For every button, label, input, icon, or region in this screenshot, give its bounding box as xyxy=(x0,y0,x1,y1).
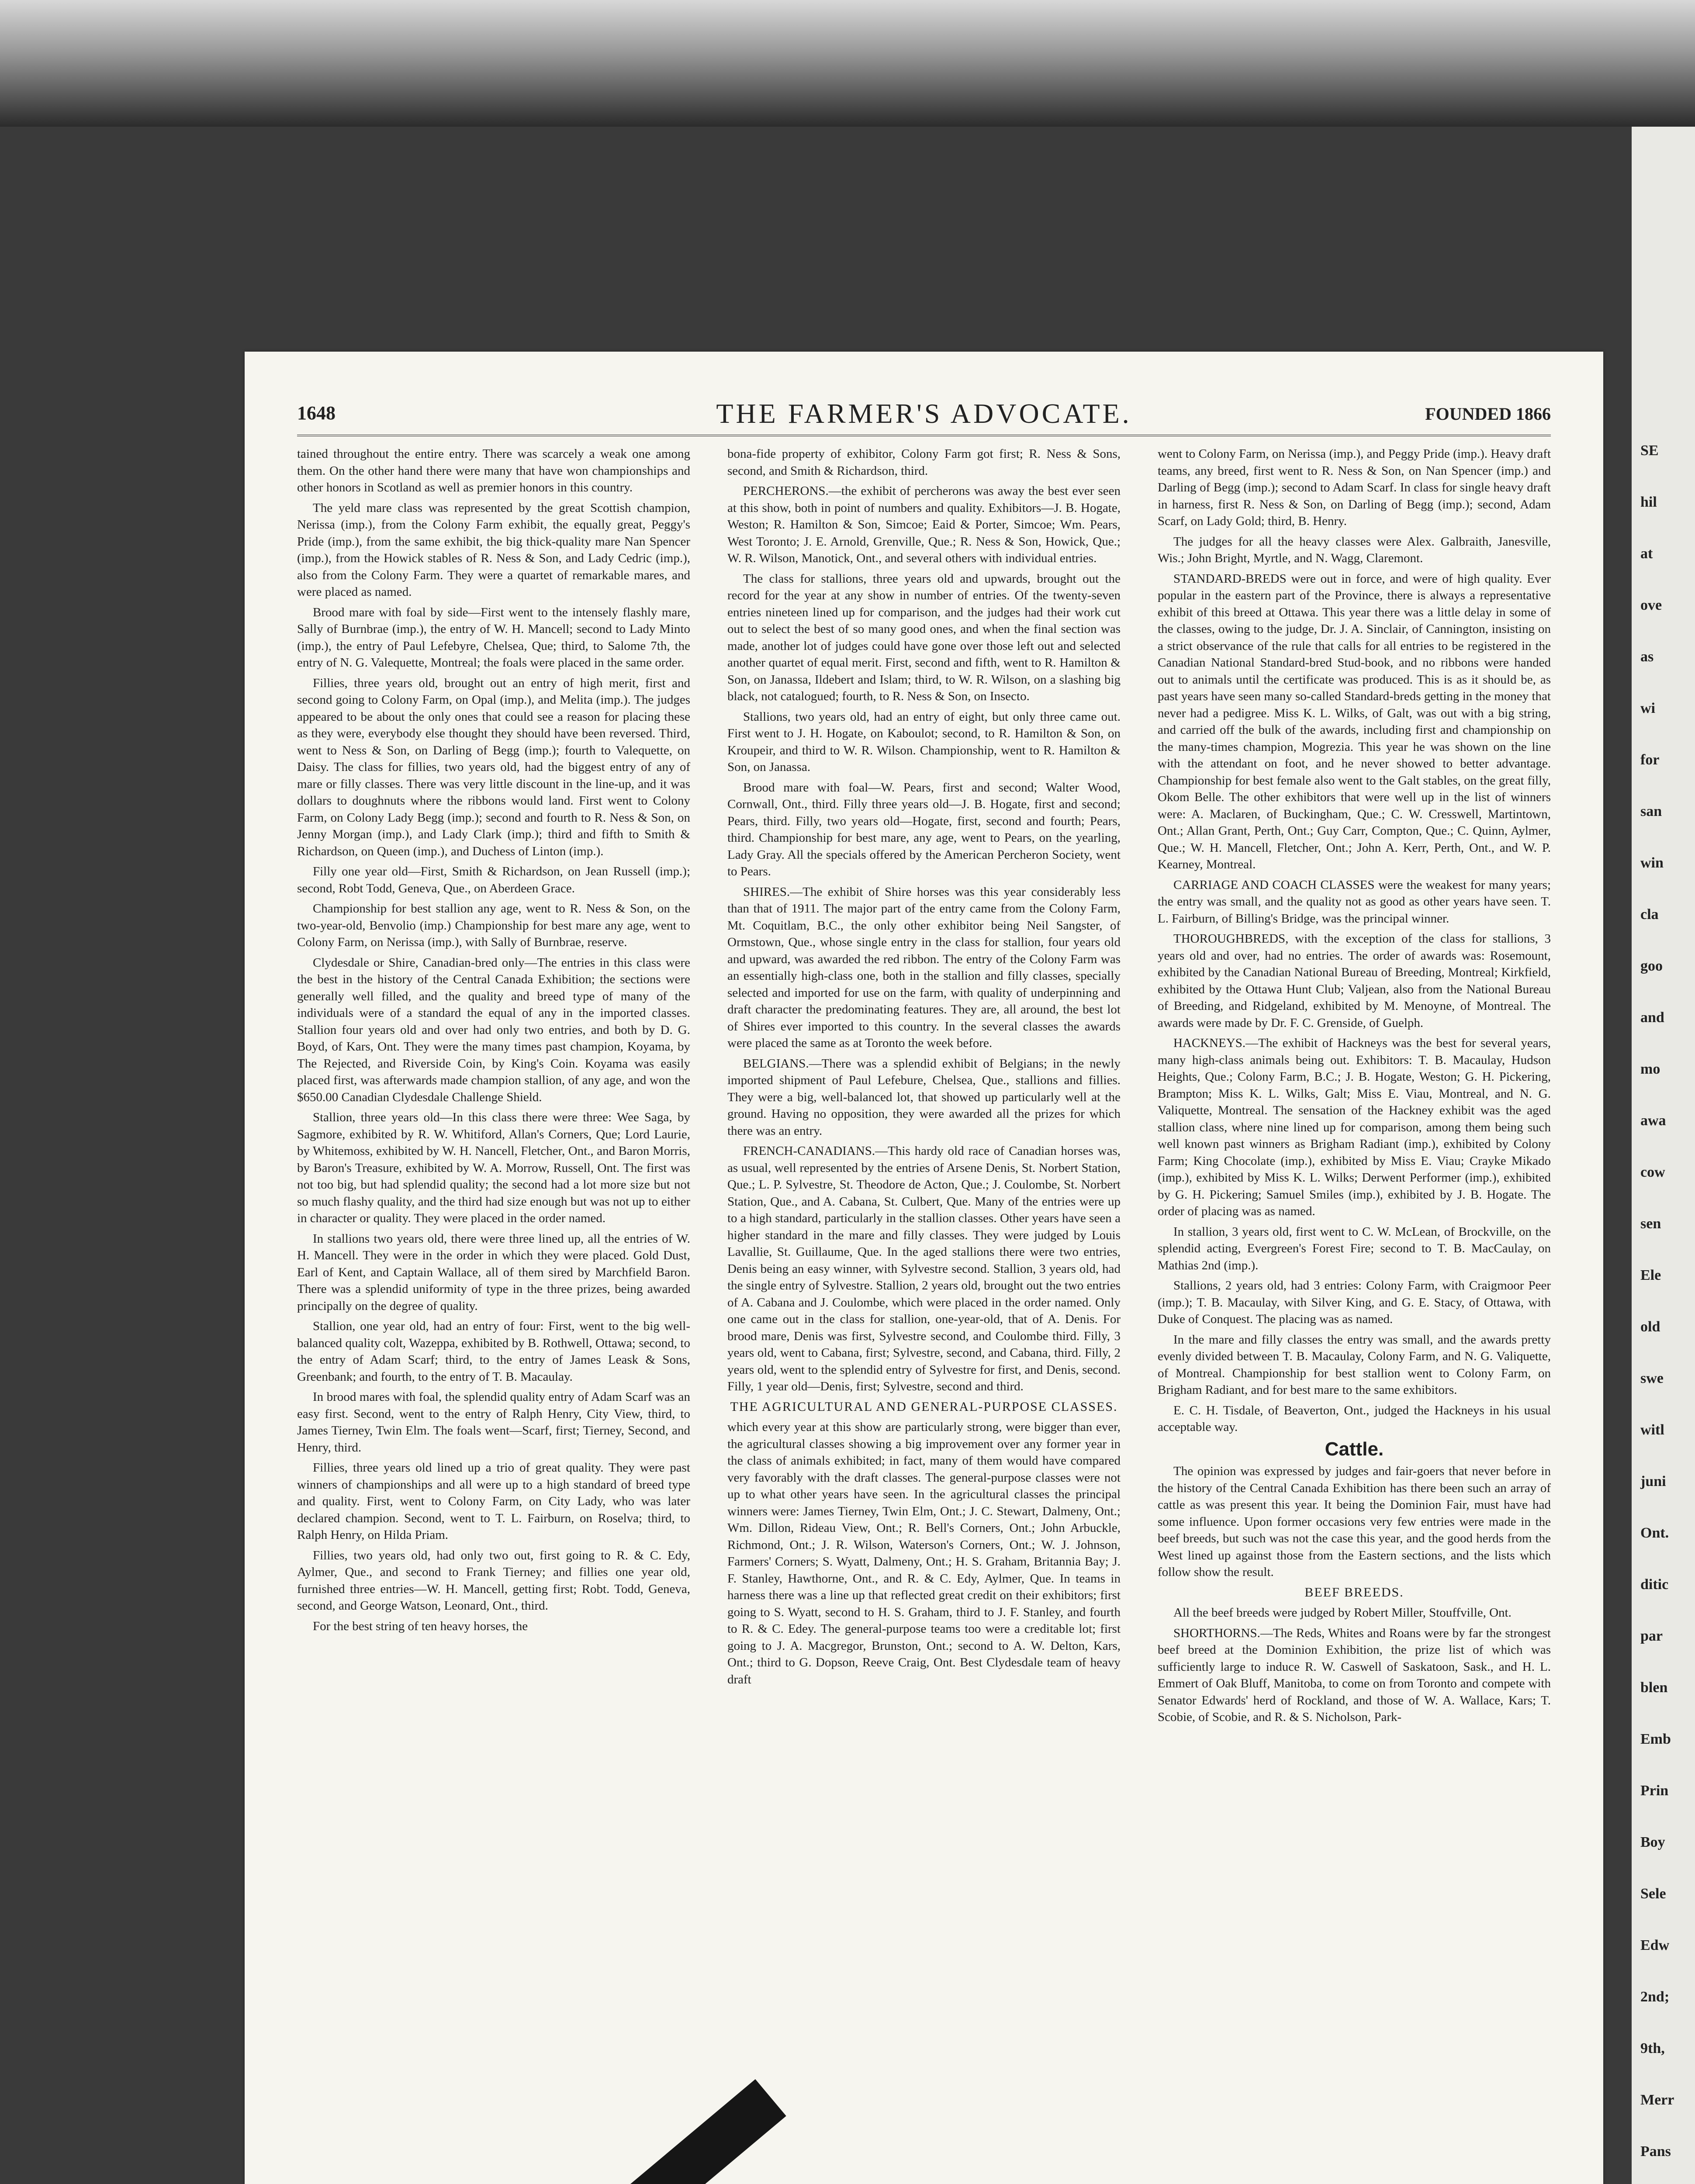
article-paragraph: The class for stallions, three years old and upwards, brought out the record for the year at any show in number of entries. Of the twenty-seven entries nineteen lined up for comparison, and the judges had their work cut out to select the best of so many good ones, and when the final section was made, another lot of judges could have gone over those left out and selected another quartet of equal merit. First, second and fifth, went to R. Hamilton & Son, on Janassa, Ildebert and Islam; third, to W. R. Wilson, on a slashing big black, not catalogued; fourth, to R. Ness & Son, on Insecto. xyxy=(727,571,1121,703)
article-paragraph: Fillies, two years old, had only two out, first going to R. & C. Edy, Aylmer, Que., and second to Frank Tierney; and fillies one year old, furnished three entries—W. H. Mancell, getting first; Robt. Todd, Geneva, second, and George Watson, Leonard, Ont., third. xyxy=(297,1548,690,1613)
adjacent-page-fragment: swe xyxy=(1640,1370,1664,1386)
adjacent-page-fragment: old xyxy=(1640,1319,1660,1335)
article-paragraph: BELGIANS.—There was a splendid exhibit of Belgians; in the newly imported shipment of Paul Lefebure, Chelsea, Que., stallions and fillies. They were a big, well-balanced lot, that showed up particularly well at the ground. Having no opposition, they were awarded all the prizes for which there was an entry. xyxy=(727,1056,1121,1138)
newspaper-page xyxy=(245,352,1603,2184)
adjacent-page-fragment: Boy xyxy=(1640,1834,1665,1850)
article-paragraph: Championship for best stallion any age, went to R. Ness & Son, on the two-year-old, Benvolio (imp.) Championship for best mare any age, went to Colony Farm, on Nerissa (imp.), with Sally of Burnbrae, reserve. xyxy=(297,902,690,949)
article-paragraph: E. C. H. Tisdale, of Beaverton, Ont., judged the Hackneys in his usual acceptable way. xyxy=(1158,1403,1551,1434)
adjacent-page-fragment: goo xyxy=(1640,958,1663,974)
article-paragraph: Stallion, three years old—In this class there were three: Wee Saga, by Sagmore, exhibited by R. W. Whitiford, Allan's Corners, Que; Lord Laurie, by Whitemoss, exhibited by W. H. Nancell, Fletcher, Ont., and Baron Morris, by Baron's Treasure, exhibited by W. A. Morrow, Russell, Ont. The first was not too big, but had splendid quality; the second had a lot more size but not so much flashy quality, and the third had size enough but was not up to either in character or quality. They were placed in the order named. xyxy=(297,1110,690,1225)
article-paragraph: FRENCH-CANADIANS.—This hardy old race of Canadian horses was, as usual, well represented by the entries of Arsene Denis, St. Norbert Station, Que.; L. P. Sylvestre, St. Theodore de Acton, Que.; J. Coulombe, St. Norbert Station, Que., and A. Cabana, St. Culbert, Que. Many of the entries were up to a high standard, particularly in the stallion classes. Other years have seen a higher standard in the mare and filly classes. They were judged by Louis Lavallie, St. Guillaume, Que. In the aged stallions there were two entries, Denis being an easy winner, with Sylvestre second. Stallion, 3 years old, had the single entry of Sylvestre. Stallion, 2 years old, brought out the two entries of A. Cabana and J. Coulombe, which were placed in the order named. Only one came out in the class for stallion, one-year-old, that of A. Denis. For brood mare, Denis was first, Sylvestre second, and Coulombe third. Filly, 3 years old, went to Cabana, first; Sylvestre, second, and Cabana, third. Filly, 2 years old, went to the splendid entry of Sylvestre for first, and Denis, second. Filly, 1 year old—Denis, first; Sylvestre, second and third. xyxy=(727,1144,1121,1393)
article-column-3 xyxy=(1158,446,1551,2184)
article-paragraph: which every year at this show are particularly strong, were bigger than ever, the agricultural classes showing a big improvement over any former year in the class of animals exhibited; in fact, many of them would have compared very favorably with the draft classes. The general-purpose classes were not up to what other years have seen. In the agricultural classes the principal winners were: James Tierney, Twin Elm, Ont.; J. C. Stewart, Dalmeny, Ont.; Wm. Dillon, Rideau View, Ont.; R. Bell's Corners, Ont.; John Arbuckle, Richmond, Ont.; J. R. Wilson, Waterson's Corners, Ont.; W. J. Johnson, Farmers' Corners; S. Wyatt, Dalmeny, Ont.; H. S. Graham, Britannia Bay; J. F. Stanley, Hawthorne, Ont., and R. & C. Edy, Aylmer, Que. In teams in harness there was a line up that reflected great credit on their exhibitors; first going to S. Wyatt, second to H. S. Graham, third to J. F. Stanley, and fourth to R. & C. Edey. The general-purpose teams too were a creditable lot; first going to J. A. Macgregor, Brunston, Ont.; second to A. W. Delton, Kars, Ont.; third to G. Dopson, Reeve Craig, Ont. Best Clydesdale team of heavy draft xyxy=(727,1420,1121,1686)
article-paragraph: tained throughout the entire entry. There was scarcely a weak one among them. On the other hand there were many that have won championships and other honors in Scotland as well as premier honors in this country. xyxy=(297,447,690,494)
adjacent-page-fragment: Ele xyxy=(1640,1267,1661,1283)
article-paragraph: Clydesdale or Shire, Canadian-bred only—The entries in this class were the best in the history of the Central Canada Exhibition; the sections were generally well filled, and the quality and breed type of many of the individuals were of a standard the equal of any in the imported classes. Stallion four years old and over had only two entries, and both by D. G. Boyd, of Kars, Ont. They were the many times past champion, Koyama, by The Rejected, and Riverside Coin, by King's Coin. Koyama was easily placed first, was afterwards made champion stallion, of any age, and won the $650.00 Canadian Clydesdale Challenge Shield. xyxy=(297,955,690,1104)
adjacent-page-fragment: Emb xyxy=(1640,1731,1671,1747)
adjacent-page-fragment: Edw xyxy=(1640,1937,1670,1953)
adjacent-page-fragment: at xyxy=(1640,546,1653,562)
article-paragraph: In the mare and filly classes the entry was small, and the awards pretty evenly divided between T. B. Macaulay, Colony Farm, and N. G. Valiquette, of Montreal. Championship for best stallion went to Colony Farm, on Brigham Radiant, and for best mare to the same exhibitors. xyxy=(1158,1332,1551,1397)
article-paragraph: SHIRES.—The exhibit of Shire horses was this year considerably less than that of 1911. The major part of the entry came from the Colony Farm, Mt. Coquitlam, B.C., the only other exhibitor being Neil Sangster, of Ormstown, Que., whose single entry in the class for stallion, four years old and upward, was awarded the red ribbon. The entry of the Colony Farm was an essentially high-class one, both in the stallion and filly classes, specially selected and imported for use on the farm, with quality of underpinning and draft character the predominating features. They are, all around, the best lot of Shires ever imported to this country. In the several classes the awards were placed the same as at Toronto the week before. xyxy=(727,885,1121,1050)
adjacent-page-fragment: mo xyxy=(1640,1061,1660,1077)
adjacent-page-fragment: ditic xyxy=(1640,1576,1669,1593)
masthead-title: THE FARMER'S ADVOCATE. xyxy=(716,398,1132,429)
article-paragraph: went to Colony Farm, on Nerissa (imp.), and Peggy Pride (imp.). Heavy draft teams, any breed, first went to R. Ness & Son, on Nan Spencer (imp.) and Darling of Begg (imp.); second to Adam Scarf. In class for single heavy draft in harness, first R. Ness & Son, on Darling of Begg (imp.); second, Adam Scarf, on Lady Gold; third, B. Henry. xyxy=(1158,447,1551,528)
adjacent-page-fragment: juni xyxy=(1640,1473,1666,1489)
article-paragraph: Stallions, 2 years old, had 3 entries: Colony Farm, with Craigmoor Peer (imp.); T. B. Macaulay, with Silver King, and G. E. Stacy, of Ottawa, with Duke of Conquest. The placing was as named. xyxy=(1158,1279,1551,1326)
adjacent-page-fragment: wi xyxy=(1640,700,1655,716)
article-paragraph: In stallions two years old, there were three lined up, all the entries of W. H. Mancell. They were in the order in which they were placed. Gold Dust, Earl of Kent, and Captain Wallace, all of them sired by Marchfield Baron. There was a splendid uniformity of type in the three prizes, being awarded principally on the degree of quality. xyxy=(297,1231,690,1313)
article-paragraph: HACKNEYS.—The exhibit of Hackneys was the best for several years, many high-class animals being out. Exhibitors: T. B. Macaulay, Hudson Heights, Que.; Colony Farm, B.C.; J. B. Hogate, Weston; G. H. Pickering, Brampton; Miss K. L. Wilks, Galt; Miss E. Viau, Montreal, and N. G. Valiquette, Montreal. The sensation of the Hackney exhibit was the aged stallion class, where nine lined up for comparison, among them being such well known past winners as Brigham Radiant (imp.), exhibited by Colony Farm; King Chocolate (imp.), exhibited by Miss E. Viau; Crayke Mikado (imp.), exhibited by Miss K. L. Wilks; Derwent Performer (imp.), exhibited by G. H. Pickering; Samuel Smiles (imp.), exhibited by J. B. Hogate. The order of placing was as named. xyxy=(1158,1036,1551,1218)
article-paragraph: The judges for all the heavy classes were Alex. Galbraith, Janesville, Wis.; John Bright, Myrtle, and N. Wagg, Claremont. xyxy=(1158,534,1551,565)
article-paragraph: The yeld mare class was represented by the great Scottish champion, Nerissa (imp.), from the Colony Farm exhibit, the equally great, Peggy's Pride (imp.), from the same exhibit, the big thick-quality mare Nan Spencer (imp.), from the Howick stables of R. Ness & Son, and Lady Cedric (imp.), also from the Colony Farm. They were a quartet of remarkable mares, and were placed as named. xyxy=(297,501,690,599)
section-heading: BEEF BREEDS. xyxy=(1304,1585,1404,1600)
adjacent-page-fragment: Pans xyxy=(1640,2143,1671,2160)
article-paragraph: CARRIAGE AND COACH CLASSES were the weakest for many years; the entry was small, and the quality not as good as other years have seen. T. L. Fairburn, of Billing's Bridge, was the principal winner. xyxy=(1158,878,1551,926)
scan-top-border xyxy=(0,0,1695,127)
adjacent-page-fragment: san xyxy=(1640,803,1662,819)
article-paragraph: In brood mares with foal, the splendid quality entry of Adam Scarf was an easy first. Second, went to the entry of Ralph Henry, City View, third, to James Tierney, Twin Elm. The foals went—Scarf, first; Tierney, Second, and Henry, third. xyxy=(297,1390,690,1455)
adjacent-page-fragment: witl xyxy=(1640,1422,1664,1438)
article-paragraph: Brood mare with foal by side—First went to the intensely flashly mare, Sally of Burnbrae (imp.), the entry of W. H. Mancell; second to Lady Minto (imp.), the entry of Paul Lefebyre, Chelsea, Que; third, to Salome 7th, the entry of N. G. Valequette, Montreal; the foals were placed in the same order. xyxy=(297,605,690,670)
article-paragraph: Filly one year old—First, Smith & Richardson, on Jean Russell (imp.); second, Robt Todd, Geneva, Que., on Aberdeen Grace. xyxy=(297,864,690,895)
header-rule xyxy=(297,435,1551,436)
founded-year: FOUNDED 1866 xyxy=(1425,404,1551,424)
adjacent-page-fragment: awa xyxy=(1640,1113,1666,1129)
article-paragraph: PERCHERONS.—the exhibit of percherons was away the best ever seen at this show, both in point of numbers and quality. Exhibitors—J. B. Hogate, Weston; R. Hamilton & Son, Simcoe; Eaid & Porter, Simcoe; Wm. Pears, West Toronto; J. E. Arnold, Grenville, Que.; R. Ness & Son, Howick, Que.; W. R. Wilson, Manotick, Ont., and several others with individual entries. xyxy=(727,484,1121,565)
adjacent-page-strip xyxy=(1632,127,1695,2184)
adjacent-page-fragment: as xyxy=(1640,649,1654,665)
article-paragraph: Stallion, one year old, had an entry of four: First, went to the big well-balanced quality colt, Wazeppa, exhibited by B. Rothwell, Ottawa; second, to the entry of Adam Scarf; third, to the entry of James Leask & Sons, Greenbank; and fourth, to the entry of T. B. Macaulay. xyxy=(297,1319,690,1384)
page-header xyxy=(297,397,1551,428)
article-paragraph: Fillies, three years old lined up a trio of great quality. They were past winners of championships and all were up to a high standard of breed type and quality. First, went to Colony Farm, on City Lady, who was later declared champion. Second, went to T. L. Fairburn, on Roselva; third, to Ralph Henry, on Hilda Priam. xyxy=(297,1461,690,1542)
article-paragraph: SHORTHORNS.—The Reds, Whites and Roans were by far the strongest beef breed at the Dominion Exhibition, the prize list of which was sufficiently large to induce R. W. Caswell of Saskatoon, Sask., and H. L. Emmert of Oak Bluff, Manitoba, to come on from Toronto and compete with Senator Edwards' herd of Rockland, and those of W. A. Wallace, Kars; T. Scobie, of Scobie, and R. & S. Nicholson, Park- xyxy=(1158,1626,1551,1724)
adjacent-page-fragment: hil xyxy=(1640,494,1657,510)
section-heading: Cattle. xyxy=(1325,1438,1384,1460)
adjacent-page-fragment: for xyxy=(1640,752,1660,768)
article-paragraph: In stallion, 3 years old, first went to C. W. McLean, of Brockville, on the splendid acting, Evergreen's Forest Fire; second to T. B. MacCaulay, on Mathias 2nd (imp.). xyxy=(1158,1224,1551,1272)
article-paragraph: STANDARD-BREDS were out in force, and were of high quality. Ever popular in the eastern part of the Province, there is always a representative exhibit of this breed at Ottawa. This year there was a little delay in some of the classes, owing to the judge, Dr. J. A. Sinclair, of Cannington, insisting on a strict observance of the rule that calls for all entries to be registered in the Canadian National Standard-bred Stud-book, and no ribbons were handed out to animals until the certificate was produced. This is as it should be, as past years have seen many so-called Standard-breds getting in the money that never had a pedigree. Miss K. L. Wilks, of Galt, was out with a big string, and carried off the bulk of the awards, including first and championship on the many-times champion, Mogrezia. This year he was shown on the line with the attendant on foot, and he never showed to better advantage. Championship for best female also went to the Galt stables, on the great filly, Okom Belle. The other exhibitors that were well up in the list of winners were: A. Maclaren, of Buckingham, Que.; C. W. Cresswell, Martintown, Ont.; Allan Grant, Perth, Ont.; Guy Carr, Compton, Que.; C. Quinn, Aylmer, Que.; W. H. Mancell, Fletcher, Ont.; John A. Kerr, Perth, Ont., and W. P. Kearney, Montreal. xyxy=(1158,571,1551,871)
article-paragraph: THOROUGHBREDS, with the exception of the class for stallions, 3 years old and over, had no entries. The order of awards was: Rosemount, exhibited by the Canadian National Bureau of Breeding, Montreal; Kirkfield, exhibited by the Ottawa Hunt Club; Valjean, also from the National Bureau of Breeding, and Ridgeland, exhibited by M. Menoyne, of Montreal. The awards were made by Dr. F. C. Grenside, of Guelph. xyxy=(1158,932,1551,1030)
article-column-2 xyxy=(727,446,1121,2184)
article-paragraph: All the beef breeds were judged by Robert Miller, Stouffville, Ont. xyxy=(1173,1606,1512,1620)
adjacent-page-fragment: 2nd; xyxy=(1640,1989,1670,2005)
adjacent-page-fragment: sen xyxy=(1640,1216,1661,1232)
adjacent-page-fragment: Ont. xyxy=(1640,1525,1669,1541)
adjacent-page-fragment: blen xyxy=(1640,1679,1668,1696)
adjacent-page-fragment: Prin xyxy=(1640,1783,1669,1799)
adjacent-page-fragment: par xyxy=(1640,1628,1663,1644)
article-paragraph: Stallions, two years old, had an entry of eight, but only three came out. First went to J. H. Hogate, on Kaboulot; second, to R. Hamilton & Son, on Kroupeir, and third to W. R. Wilson. Championship, went to R. Hamilton & Son, on Janassa. xyxy=(727,709,1121,774)
adjacent-page-fragment: Sele xyxy=(1640,1886,1666,1902)
article-column-1 xyxy=(297,446,690,2184)
adjacent-page-fragment: ove xyxy=(1640,597,1662,613)
adjacent-page-fragment: cla xyxy=(1640,906,1659,923)
page-number: 1648 xyxy=(297,402,336,424)
adjacent-page-fragment: Merr xyxy=(1640,2092,1674,2108)
adjacent-page-fragment: cow xyxy=(1640,1164,1665,1180)
adjacent-page-fragment: SE xyxy=(1640,442,1659,459)
adjacent-page-fragment: 9th, xyxy=(1640,2040,1665,2056)
article-paragraph: The opinion was expressed by judges and fair-goers that never before in the history of the Central Canada Exhibition has there been such an array of cattle as was present this year. It being the Dominion Fair, must have had some influence. Upon former occasions very few entries were made in the beef breeds, but such was not the case this year, and the good herds from the West lined up against those from the Eastern sections, and the lists which follow show the result. xyxy=(1158,1464,1551,1579)
adjacent-page-fragment: and xyxy=(1640,1009,1664,1026)
article-paragraph: bona-fide property of exhibitor, Colony Farm got first; R. Ness & Sons, second, and Smith & Richardson, third. xyxy=(727,447,1121,478)
article-paragraph: Brood mare with foal—W. Pears, first and second; Walter Wood, Cornwall, Ont., third. Filly three years old—J. B. Hogate, first and second; Pears, third. Filly, two years old—Hogate, first, second and fourth; Pears, third. Championship for best mare, any age, went to Pears, on the yearling, Lady Gray. All the specials offered by the American Percheron Society, went to Pears. xyxy=(727,780,1121,878)
article-paragraph: Fillies, three years old, brought out an entry of high merit, first and second going to Colony Farm, on Opal (imp.), and Melita (imp.). The judges appeared to be about the only ones that could see a reason for placing these as they were, everybody else thought they should have been reversed. Third, went to Ness & Son, on Darling of Begg (imp.); fourth to Valequette, on Daisy. The class for fillies, two years old, had the biggest entry of any of mare or filly classes. There was very little discount in the line-up, and it was dollars to doughnuts where the ribbons would land. First went to Colony Farm, on Colony Lady Begg (imp.); second and fourth to R. Ness & Son, on Jenny Morgan (imp.), and Lady Clark (imp.); third and fifth to Smith & Richardson, on Queen (imp.), and Duchess of Linton (imp.). xyxy=(297,676,690,858)
adjacent-page-fragment: win xyxy=(1640,855,1664,871)
section-heading: THE AGRICULTURAL AND GENERAL-PURPOSE CLASSES. xyxy=(730,1399,1118,1414)
article-paragraph: For the best string of ten heavy horses, the xyxy=(313,1619,528,1633)
